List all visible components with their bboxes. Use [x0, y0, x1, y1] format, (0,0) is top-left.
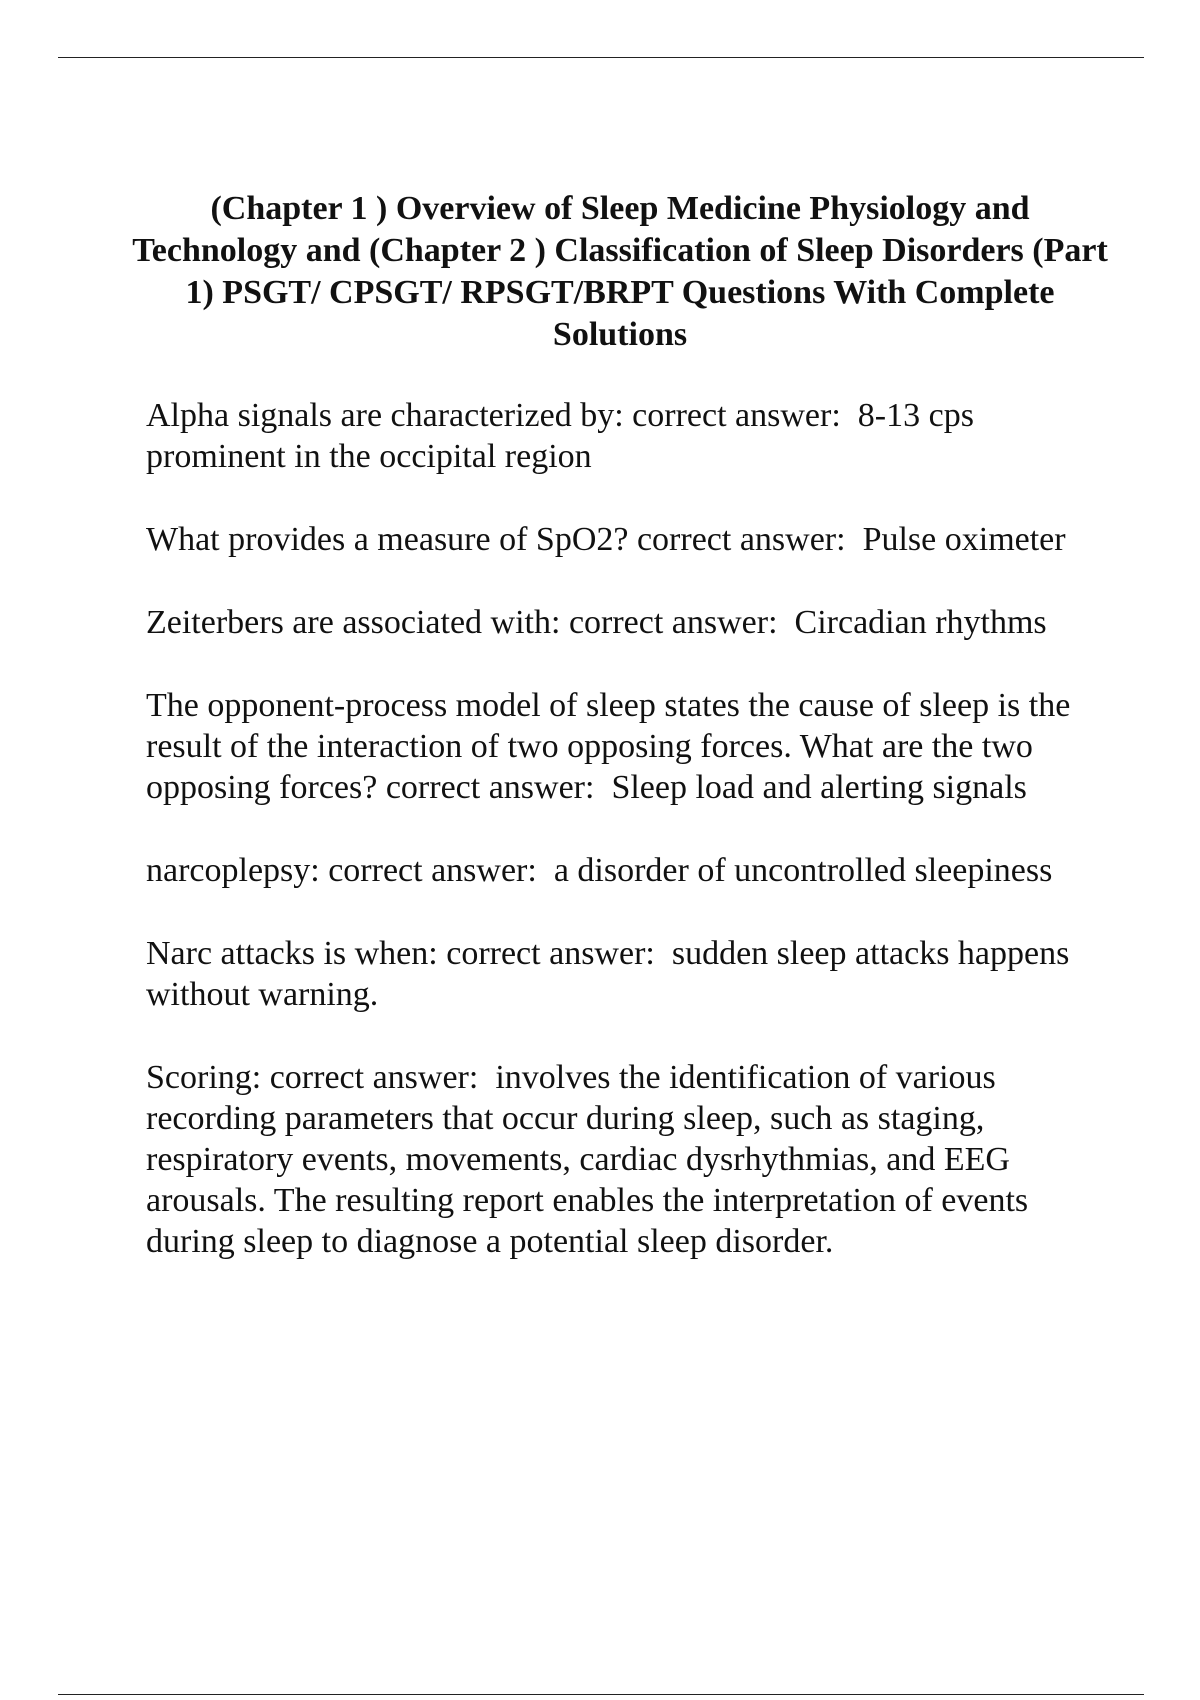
question-text: Narc attacks is when:: [146, 935, 438, 972]
answer-text: sudden sleep attacks happens without warning.: [146, 935, 1078, 1013]
qa-item: [146, 685, 1106, 808]
question-text: Scoring:: [146, 1059, 262, 1096]
answer-marker: correct answer:: [632, 397, 841, 434]
qa-item: [146, 395, 1106, 477]
answer-marker: correct answer:: [328, 852, 537, 889]
answer-text: Pulse oximeter: [862, 521, 1066, 558]
qa-item: [146, 519, 1106, 560]
answer-marker: correct answer:: [269, 1059, 479, 1096]
question-text: Alpha signals are characterized by:: [146, 397, 624, 434]
question-text: Zeiterbers are associated with:: [146, 604, 561, 641]
qa-item: [146, 602, 1106, 643]
question-text: narcoplepsy:: [146, 852, 320, 889]
answer-text: a disorder of uncontrolled sleepiness: [553, 852, 1053, 889]
top-rule: [58, 57, 1144, 58]
answer-text: Sleep load and alerting signals: [611, 769, 1027, 806]
bottom-rule: [58, 1694, 1144, 1695]
answer-text: involves the identification of various recording parameters that occur during sleep, such as staging, respiratory events, movements, cardiac dysrhythmias, and EEG arousals. The resulting report enables the interpretation of events during sleep to diagnose a potential sleep disorder.: [146, 1059, 1037, 1260]
answer-text: Circadian rhythms: [794, 604, 1047, 641]
answer-text: 8-13 cps prominent in the occipital region: [146, 397, 983, 475]
answer-marker: correct answer:: [568, 604, 778, 641]
question-text: What provides a measure of SpO2?: [146, 521, 629, 558]
document-title: (Chapter 1 ) Overview of Sleep Medicine Physiology and Technology and (Chapter 2 ) Classification of Sleep Disorders (Part 1) PSGT/ CPSGT/ RPSGT/BRPT Questions With Complete Solutions: [132, 190, 1108, 353]
answer-marker: correct answer:: [446, 935, 655, 972]
answer-marker: correct answer:: [385, 769, 595, 806]
answer-marker: correct answer:: [636, 521, 846, 558]
question-text: The opponent-process model of sleep states the cause of sleep is the result of the interaction of two opposing forces. What are the two opposing forces?: [146, 687, 1079, 806]
qa-item: [146, 933, 1106, 1015]
qa-item: [146, 850, 1106, 891]
qa-item: [146, 1057, 1106, 1262]
qa-list: [146, 395, 1106, 1304]
